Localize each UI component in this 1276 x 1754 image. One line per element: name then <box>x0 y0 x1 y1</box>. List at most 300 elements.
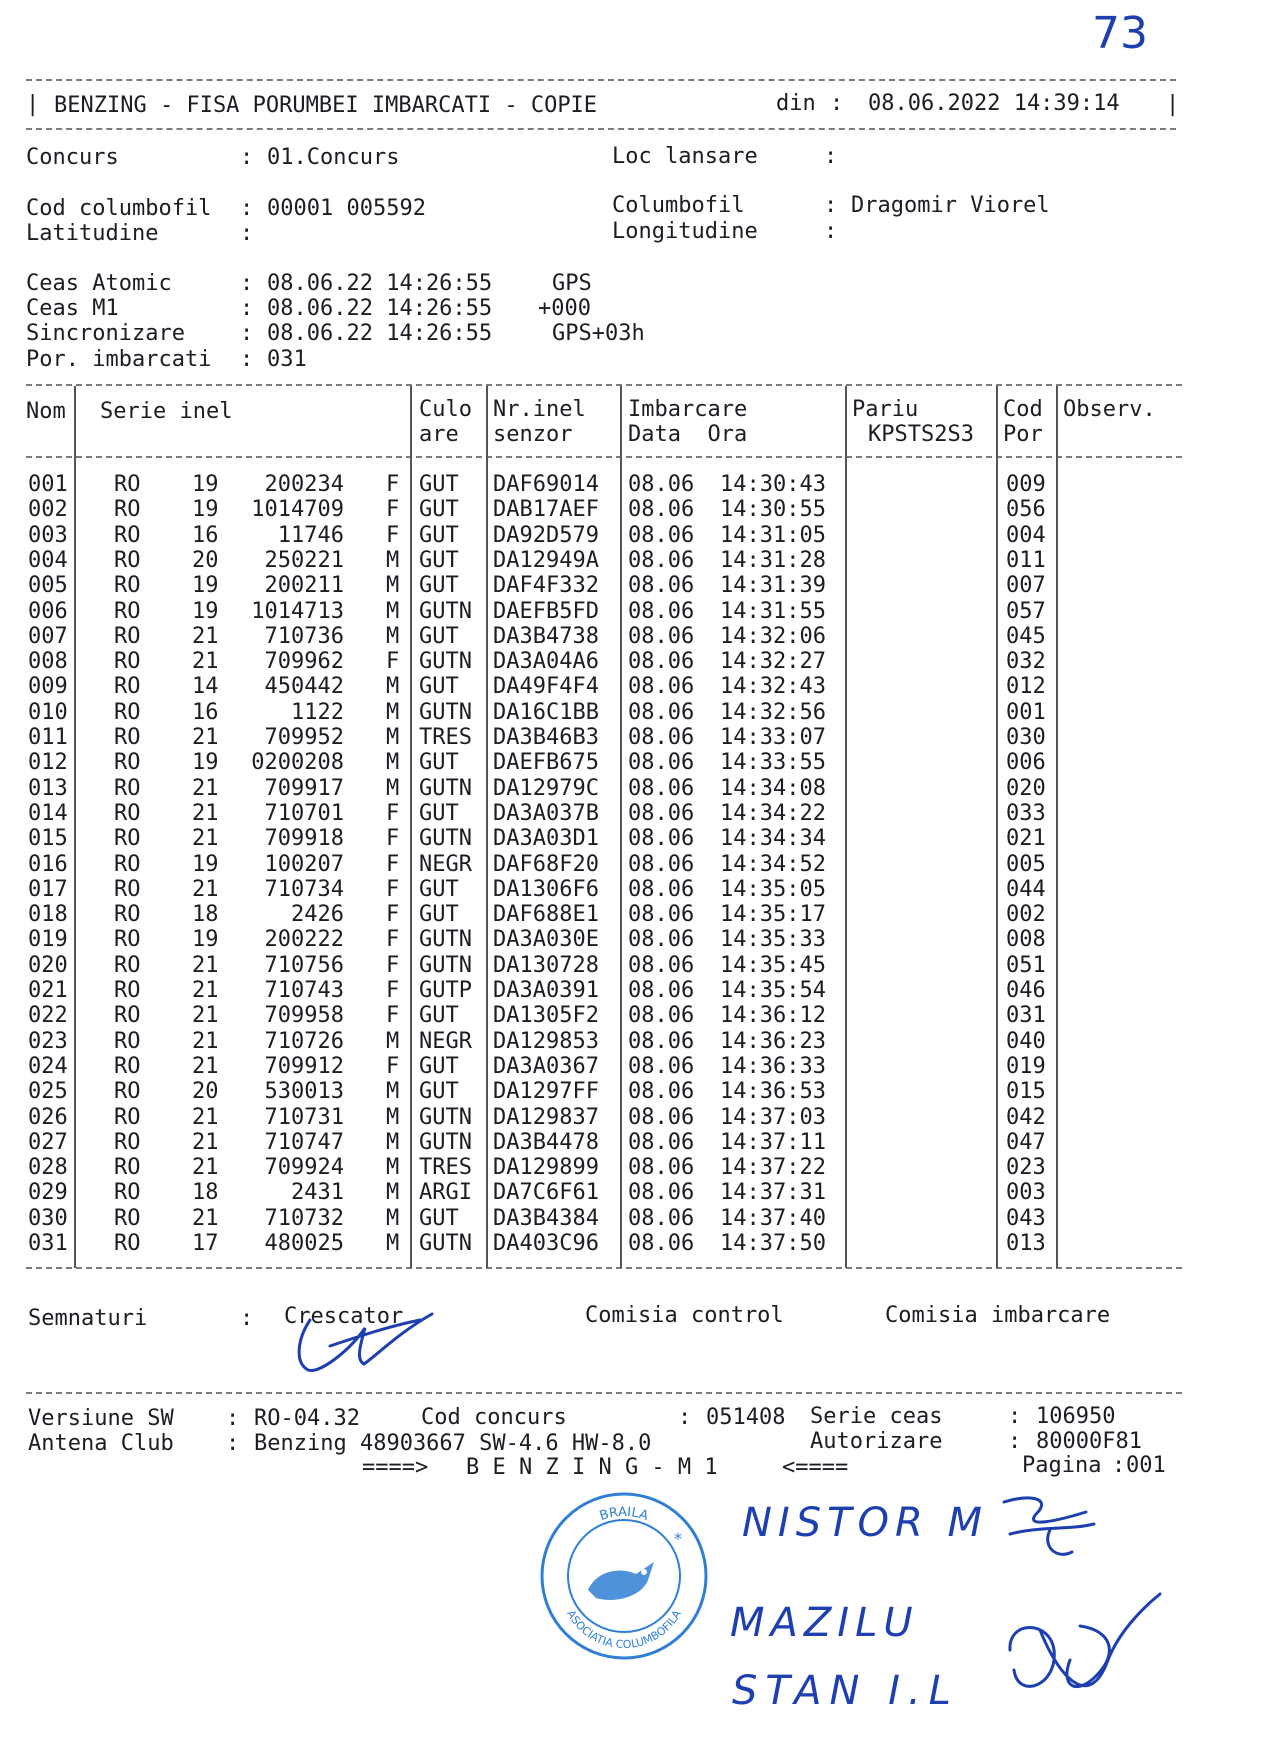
cell-nom: 008 <box>28 649 68 675</box>
cell-senzor: DA12949A <box>493 547 599 573</box>
cell-ora: 14:31:39 <box>720 573 826 599</box>
table-top-border <box>26 384 1182 386</box>
cell-data: 08.06 <box>628 775 695 801</box>
cell-cul: TRES <box>419 725 472 750</box>
cell-data: 08.06 <box>628 623 695 649</box>
cell-tara: RO <box>114 598 141 624</box>
cell-ora: 14:34:52 <box>720 851 826 877</box>
cell-cod: 001 <box>1006 699 1046 725</box>
cell-cul: GUTP <box>419 978 472 1003</box>
cell-data: 08.06 <box>628 1104 695 1130</box>
cell-nom: 024 <box>28 1053 68 1079</box>
cod-columbofil-label: Cod columbofil <box>26 196 212 221</box>
cell-nom: 030 <box>28 1205 68 1231</box>
header-nr-inel-2: senzor <box>493 422 573 447</box>
cell-senzor: DA1305F2 <box>493 1003 599 1029</box>
cell-sex: M <box>386 1129 400 1155</box>
cell-tara: RO <box>114 1028 141 1054</box>
table-row <box>0 548 1276 573</box>
cell-senzor: DA92D579 <box>493 522 599 548</box>
table-row <box>0 674 1276 699</box>
cell-cul: GUT <box>419 1205 459 1231</box>
cell-data: 08.06 <box>628 978 695 1003</box>
cell-sex: M <box>386 1180 400 1206</box>
cell-data: 08.06 <box>628 522 695 548</box>
cell-an: 17 <box>192 1231 219 1256</box>
antena-sep: : <box>226 1431 240 1456</box>
cell-data: 08.06 <box>628 1205 695 1231</box>
cell-nr: 1014713 <box>251 598 344 624</box>
header-date-value: 08.06.2022 14:39:14 <box>868 91 1120 116</box>
cell-tara: RO <box>114 927 141 953</box>
cod-concurs-value: 051408 <box>706 1405 786 1430</box>
cell-tara: RO <box>114 775 141 801</box>
cell-cul: GUTN <box>419 699 472 725</box>
table-bottom-border <box>26 1267 1182 1269</box>
cell-tara: RO <box>114 1104 141 1130</box>
cell-nom: 011 <box>28 725 68 750</box>
cell-nr: 709917 <box>264 775 344 801</box>
cod-columbofil-value: 00001 005592 <box>267 196 426 221</box>
columbofil-value: Dragomir Viorel <box>851 193 1050 218</box>
header-observ: Observ. <box>1063 397 1156 422</box>
loc-lansare-label: Loc lansare <box>612 144 758 169</box>
header-culoare-1: Culo <box>419 397 472 422</box>
cell-nom: 020 <box>28 952 68 978</box>
brand-name: B E N Z I N G - M 1 <box>466 1455 718 1480</box>
comisia-imbarcare-label: Comisia imbarcare <box>885 1303 1111 1328</box>
cell-senzor: DA3B4738 <box>493 623 599 649</box>
cell-an: 19 <box>192 851 219 877</box>
document-title: BENZING - FISA PORUMBEI IMBARCATI - COPIE <box>54 93 598 118</box>
cell-nom: 012 <box>28 750 68 776</box>
cell-an: 19 <box>192 598 219 624</box>
table-row <box>0 599 1276 624</box>
cell-senzor: DAF69014 <box>493 472 599 497</box>
cell-tara: RO <box>114 623 141 649</box>
cell-ora: 14:30:55 <box>720 497 826 523</box>
antena-value: Benzing 48903667 SW-4.6 HW-8.0 <box>254 1431 652 1456</box>
header-date-sep: : <box>830 91 844 116</box>
pagina-sep: : <box>1112 1453 1126 1478</box>
cell-nr: 709962 <box>264 649 344 675</box>
cell-ora: 14:35:05 <box>720 876 826 902</box>
cell-an: 20 <box>192 1079 219 1105</box>
cell-sex: F <box>386 851 400 877</box>
table-row <box>0 801 1276 826</box>
commission-signature-1 <box>990 1490 1100 1570</box>
cell-cul: GUTN <box>419 1104 472 1130</box>
cell-sex: M <box>386 598 400 624</box>
table-row <box>0 725 1276 750</box>
cell-an: 21 <box>192 952 219 978</box>
cell-an: 16 <box>192 522 219 548</box>
cell-ora: 14:35:17 <box>720 902 826 928</box>
por-imbarcati-sep: : <box>240 347 254 372</box>
cell-an: 19 <box>192 497 219 523</box>
cell-tara: RO <box>114 750 141 776</box>
cell-cod: 030 <box>1006 725 1046 750</box>
cell-cod: 011 <box>1006 547 1046 573</box>
cell-cod: 047 <box>1006 1129 1046 1155</box>
cell-tara: RO <box>114 522 141 548</box>
cell-cul: GUTN <box>419 826 472 852</box>
table-row <box>0 927 1276 952</box>
cell-senzor: DA3B4478 <box>493 1129 599 1155</box>
cell-nr: 709924 <box>264 1155 344 1181</box>
cell-an: 21 <box>192 1205 219 1231</box>
cell-cul: GUTN <box>419 927 472 953</box>
cell-cul: TRES <box>419 1155 472 1181</box>
cell-sex: M <box>386 674 400 700</box>
cell-nom: 019 <box>28 927 68 953</box>
cell-nom: 001 <box>28 472 68 497</box>
cell-nr: 100207 <box>264 851 344 877</box>
cell-data: 08.06 <box>628 851 695 877</box>
cell-cul: GUT <box>419 522 459 548</box>
cell-an: 21 <box>192 623 219 649</box>
cell-tara: RO <box>114 800 141 826</box>
cell-senzor: DA129899 <box>493 1155 599 1181</box>
autorizare-value: 80000F81 <box>1036 1429 1142 1454</box>
cell-nom: 027 <box>28 1129 68 1155</box>
cell-sex: F <box>386 800 400 826</box>
cell-nom: 013 <box>28 775 68 801</box>
cell-senzor: DA1306F6 <box>493 876 599 902</box>
cell-an: 21 <box>192 876 219 902</box>
versiune-label: Versiune SW <box>28 1406 174 1431</box>
table-row <box>0 1003 1276 1028</box>
cell-nr: 480025 <box>264 1231 344 1256</box>
cell-sex: M <box>386 1028 400 1054</box>
table-row <box>0 1231 1276 1256</box>
cod-concurs-sep: : <box>678 1405 692 1430</box>
cell-sex: M <box>386 623 400 649</box>
cell-data: 08.06 <box>628 952 695 978</box>
cell-sex: M <box>386 1205 400 1231</box>
cell-sex: F <box>386 1003 400 1029</box>
table-row <box>0 573 1276 598</box>
cell-ora: 14:35:45 <box>720 952 826 978</box>
cell-an: 21 <box>192 1003 219 1029</box>
table-row <box>0 1105 1276 1130</box>
versiune-value: RO-04.32 <box>254 1406 360 1431</box>
cell-sex: M <box>386 1079 400 1105</box>
cell-nom: 002 <box>28 497 68 523</box>
cell-nom: 018 <box>28 902 68 928</box>
cell-data: 08.06 <box>628 1079 695 1105</box>
cell-nom: 007 <box>28 623 68 649</box>
cell-sex: M <box>386 547 400 573</box>
cell-an: 21 <box>192 649 219 675</box>
cell-tara: RO <box>114 1003 141 1029</box>
cell-nr: 450442 <box>264 674 344 700</box>
header-nr-inel-1: Nr.inel <box>493 397 586 422</box>
cell-cod: 042 <box>1006 1104 1046 1130</box>
cell-sex: F <box>386 472 400 497</box>
cell-cod: 007 <box>1006 573 1046 599</box>
cod-columbofil-sep: : <box>240 196 254 221</box>
cell-an: 18 <box>192 902 219 928</box>
table-row <box>0 953 1276 978</box>
cell-ora: 14:31:55 <box>720 598 826 624</box>
cell-cul: NEGR <box>419 1028 472 1054</box>
cell-ora: 14:32:06 <box>720 623 826 649</box>
header-culoare-2: are <box>419 422 459 447</box>
cell-nom: 003 <box>28 522 68 548</box>
cell-nom: 004 <box>28 547 68 573</box>
cell-cod: 033 <box>1006 800 1046 826</box>
cell-an: 21 <box>192 1129 219 1155</box>
cell-an: 19 <box>192 927 219 953</box>
ceas-atomic-sep: : <box>240 271 254 296</box>
cell-senzor: DA129837 <box>493 1104 599 1130</box>
ceas-m1-value: 08.06.22 14:26:55 <box>267 296 493 321</box>
cell-nom: 023 <box>28 1028 68 1054</box>
cell-ora: 14:32:43 <box>720 674 826 700</box>
header-right-pipe: | <box>1166 92 1180 117</box>
ceas-atomic-extra: GPS <box>552 271 592 296</box>
cell-sex: F <box>386 497 400 523</box>
cell-nr: 0200208 <box>251 750 344 776</box>
table-row <box>0 523 1276 548</box>
cell-nr: 200234 <box>264 472 344 497</box>
cell-cul: GUT <box>419 623 459 649</box>
cell-senzor: DA129853 <box>493 1028 599 1054</box>
cell-sex: F <box>386 1053 400 1079</box>
cell-nom: 005 <box>28 573 68 599</box>
cell-nr: 11746 <box>277 522 344 548</box>
antena-label: Antena Club <box>28 1431 174 1456</box>
cell-cul: GUT <box>419 800 459 826</box>
cell-tara: RO <box>114 1180 141 1206</box>
ceas-m1-label: Ceas M1 <box>26 296 119 321</box>
cell-senzor: DA3B46B3 <box>493 725 599 750</box>
cell-data: 08.06 <box>628 1028 695 1054</box>
cell-cul: GUT <box>419 674 459 700</box>
header-pariu-2: KPSTS2S3 <box>868 422 974 447</box>
cell-ora: 14:37:11 <box>720 1129 826 1155</box>
cell-data: 08.06 <box>628 826 695 852</box>
cell-cod: 057 <box>1006 598 1046 624</box>
pagina-label: Pagina <box>1022 1453 1102 1478</box>
cell-cod: 003 <box>1006 1180 1046 1206</box>
cell-tara: RO <box>114 1053 141 1079</box>
table-row <box>0 472 1276 497</box>
cell-ora: 14:33:07 <box>720 725 826 750</box>
cell-senzor: DA3A037B <box>493 800 599 826</box>
cell-senzor: DA3A0391 <box>493 978 599 1003</box>
cell-sex: M <box>386 750 400 776</box>
serie-ceas-label: Serie ceas <box>810 1404 943 1429</box>
cell-cod: 013 <box>1006 1231 1046 1256</box>
cell-ora: 14:35:33 <box>720 927 826 953</box>
cell-nr: 1122 <box>291 699 344 725</box>
cell-an: 18 <box>192 1180 219 1206</box>
table-row <box>0 902 1276 927</box>
sincronizare-sep: : <box>240 321 254 346</box>
cell-tara: RO <box>114 1079 141 1105</box>
autorizare-sep: : <box>1008 1429 1022 1454</box>
cell-sex: F <box>386 826 400 852</box>
cell-cod: 004 <box>1006 522 1046 548</box>
cell-data: 08.06 <box>628 649 695 675</box>
header-nom: Nom <box>26 399 66 424</box>
cell-cod: 045 <box>1006 623 1046 649</box>
cell-ora: 14:36:12 <box>720 1003 826 1029</box>
cell-cul: GUT <box>419 497 459 523</box>
cell-tara: RO <box>114 1129 141 1155</box>
cell-nom: 010 <box>28 699 68 725</box>
cell-data: 08.06 <box>628 876 695 902</box>
cell-nom: 026 <box>28 1104 68 1130</box>
header-date-label: din <box>776 91 816 116</box>
cell-data: 08.06 <box>628 750 695 776</box>
cell-nom: 028 <box>28 1155 68 1181</box>
cell-senzor: DAEFB5FD <box>493 598 599 624</box>
cell-an: 21 <box>192 725 219 750</box>
cell-data: 08.06 <box>628 1231 695 1256</box>
cell-tara: RO <box>114 547 141 573</box>
table-row <box>0 978 1276 1003</box>
cell-cod: 020 <box>1006 775 1046 801</box>
cell-ora: 14:34:08 <box>720 775 826 801</box>
cell-nr: 709952 <box>264 725 344 750</box>
cell-cul: GUT <box>419 750 459 776</box>
cell-nom: 029 <box>28 1180 68 1206</box>
cell-cod: 056 <box>1006 497 1046 523</box>
handwritten-name-1: NISTOR M <box>742 1500 989 1546</box>
cell-tara: RO <box>114 1155 141 1181</box>
header-top-border <box>26 79 1176 81</box>
cell-sex: M <box>386 725 400 750</box>
cell-nr: 710726 <box>264 1028 344 1054</box>
cell-cod: 032 <box>1006 649 1046 675</box>
cell-data: 08.06 <box>628 1155 695 1181</box>
cell-tara: RO <box>114 876 141 902</box>
table-row <box>0 826 1276 851</box>
cell-ora: 14:31:28 <box>720 547 826 573</box>
por-imbarcati-value: 031 <box>267 347 307 372</box>
cell-cul: GUTN <box>419 1231 472 1256</box>
cell-cul: GUT <box>419 1053 459 1079</box>
cell-nom: 016 <box>28 851 68 877</box>
cell-sex: M <box>386 775 400 801</box>
brand-arrow-right: <==== <box>782 1455 849 1480</box>
cell-senzor: DA3B4384 <box>493 1205 599 1231</box>
cell-cod: 005 <box>1006 851 1046 877</box>
cell-sex: F <box>386 649 400 675</box>
cell-cod: 006 <box>1006 750 1046 776</box>
header-cod-2: Por <box>1003 422 1043 447</box>
cell-cod: 019 <box>1006 1053 1046 1079</box>
cell-ora: 14:35:54 <box>720 978 826 1003</box>
table-row <box>0 1180 1276 1205</box>
cell-nr: 710743 <box>264 978 344 1003</box>
sincronizare-value: 08.06.22 14:26:55 <box>267 321 493 346</box>
cell-ora: 14:36:53 <box>720 1079 826 1105</box>
cell-ora: 14:37:50 <box>720 1231 826 1256</box>
cell-senzor: DAB17AEF <box>493 497 599 523</box>
cell-an: 21 <box>192 826 219 852</box>
cell-tara: RO <box>114 978 141 1003</box>
cell-nom: 031 <box>28 1231 68 1256</box>
cell-ora: 14:30:43 <box>720 472 826 497</box>
header-imbarcare-1: Imbarcare <box>628 397 748 422</box>
cell-sex: F <box>386 927 400 953</box>
table-row <box>0 1029 1276 1054</box>
cell-tara: RO <box>114 497 141 523</box>
cell-cod: 043 <box>1006 1205 1046 1231</box>
stamp-text-bottom: ASOCIATIA COLUMBOFILA <box>564 1607 684 1652</box>
cell-tara: RO <box>114 725 141 750</box>
header-left-pipe: | <box>26 92 40 117</box>
cell-cul: GUT <box>419 573 459 599</box>
table-row <box>0 624 1276 649</box>
cell-tara: RO <box>114 826 141 852</box>
cell-data: 08.06 <box>628 573 695 599</box>
pagina-value: 001 <box>1126 1453 1166 1478</box>
cell-nr: 709918 <box>264 826 344 852</box>
cell-data: 08.06 <box>628 699 695 725</box>
table-row <box>0 776 1276 801</box>
cell-cod: 002 <box>1006 902 1046 928</box>
cell-tara: RO <box>114 902 141 928</box>
cell-an: 21 <box>192 1053 219 1079</box>
cell-ora: 14:33:55 <box>720 750 826 776</box>
cell-nr: 709912 <box>264 1053 344 1079</box>
cell-an: 19 <box>192 750 219 776</box>
semnaturi-label: Semnaturi <box>28 1306 148 1331</box>
cell-cod: 008 <box>1006 927 1046 953</box>
cell-nr: 200211 <box>264 573 344 599</box>
por-imbarcati-label: Por. imbarcati <box>26 347 212 372</box>
concurs-label: Concurs <box>26 145 119 170</box>
cell-sex: F <box>386 522 400 548</box>
cell-data: 08.06 <box>628 1129 695 1155</box>
cell-tara: RO <box>114 699 141 725</box>
crescator-signature <box>290 1300 440 1380</box>
cell-cod: 051 <box>1006 952 1046 978</box>
cell-data: 08.06 <box>628 1053 695 1079</box>
brand-arrow-left: ====> <box>362 1455 429 1480</box>
cell-sex: F <box>386 952 400 978</box>
cell-ora: 14:31:05 <box>720 522 826 548</box>
cell-senzor: DAF688E1 <box>493 902 599 928</box>
cell-senzor: DA12979C <box>493 775 599 801</box>
columbofil-label: Columbofil <box>612 193 745 218</box>
cell-an: 21 <box>192 775 219 801</box>
cell-data: 08.06 <box>628 725 695 750</box>
longitudine-label: Longitudine <box>612 219 758 244</box>
cell-nr: 530013 <box>264 1079 344 1105</box>
cell-tara: RO <box>114 851 141 877</box>
cell-nr: 2426 <box>291 902 344 928</box>
cell-an: 21 <box>192 1104 219 1130</box>
latitudine-label: Latitudine <box>26 221 159 246</box>
cell-senzor: DA16C1BB <box>493 699 599 725</box>
cell-an: 21 <box>192 800 219 826</box>
cell-data: 08.06 <box>628 1003 695 1029</box>
cell-nr: 2431 <box>291 1180 344 1206</box>
cell-tara: RO <box>114 952 141 978</box>
cell-cod: 044 <box>1006 876 1046 902</box>
cell-senzor: DAEFB675 <box>493 750 599 776</box>
table-row <box>0 1155 1276 1180</box>
cell-senzor: DA49F4F4 <box>493 674 599 700</box>
cell-senzor: DAF68F20 <box>493 851 599 877</box>
cell-nr: 200222 <box>264 927 344 953</box>
